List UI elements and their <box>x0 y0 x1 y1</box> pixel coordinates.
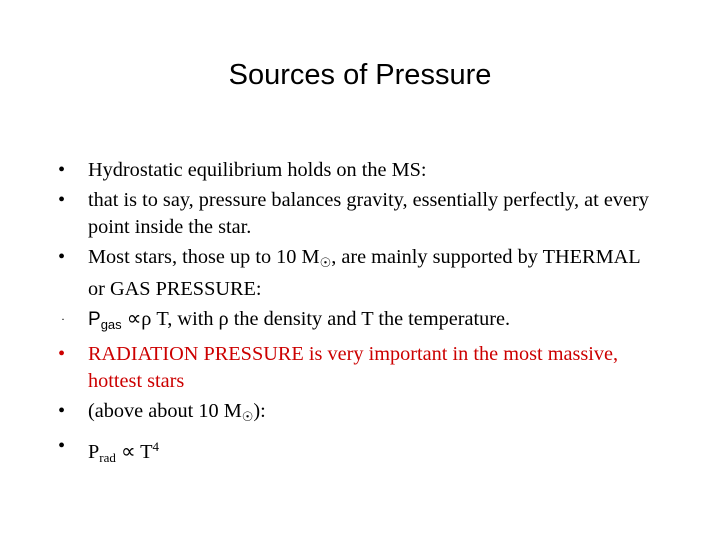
rad-subscript: rad <box>99 450 116 465</box>
bullet-icon: • <box>58 246 66 268</box>
bullet-list <box>58 157 658 474</box>
bullet-item-gas-pressure-formula <box>58 306 658 338</box>
formula-text: ∝ρ T, with ρ the density and T the temperature. <box>121 308 511 330</box>
formula-text: ∝ T <box>115 441 153 463</box>
bullet-text-start: (above about 10 M <box>88 400 242 422</box>
slide-title: Sources of Pressure <box>228 59 492 91</box>
bullet-icon: • <box>58 189 66 211</box>
bullet-icon: • <box>58 343 66 365</box>
bullet-icon: • <box>58 435 66 457</box>
pressure-symbol: P <box>88 441 100 463</box>
bullet-icon: • <box>58 400 66 422</box>
bullet-item-radiation-formula <box>58 433 658 471</box>
exponent-superscript: 4 <box>152 439 160 454</box>
bullet-icon: · <box>61 312 65 326</box>
bullet-item-pressure-balance <box>58 187 658 241</box>
gas-subscript: gas <box>100 317 122 332</box>
bullet-text: RADIATION PRESSURE is very important in the most massive, hottest stars <box>88 343 619 392</box>
bullet-text: Hydrostatic equilibrium holds on the MS: <box>88 159 427 181</box>
bullet-item-radiation-pressure <box>58 341 658 395</box>
bullet-text-end: , are mainly supported by THERMAL or GAS PRESSURE: <box>88 246 640 300</box>
bullet-icon: • <box>58 159 66 181</box>
bullet-item-hydrostatic <box>58 157 658 184</box>
bullet-item-thermal-pressure <box>58 244 658 303</box>
solar-mass-symbol: ☉ <box>319 255 332 270</box>
bullet-item-above-mass <box>58 398 658 430</box>
solar-mass-symbol: ☉ <box>241 409 254 424</box>
bullet-text: that is to say, pressure balances gravity, essentially perfectly, at every point inside the star. <box>88 189 649 238</box>
bullet-text-end: ): <box>253 400 266 422</box>
bullet-text-start: Most stars, those up to 10 M <box>88 246 320 268</box>
pressure-symbol: P <box>88 309 101 330</box>
